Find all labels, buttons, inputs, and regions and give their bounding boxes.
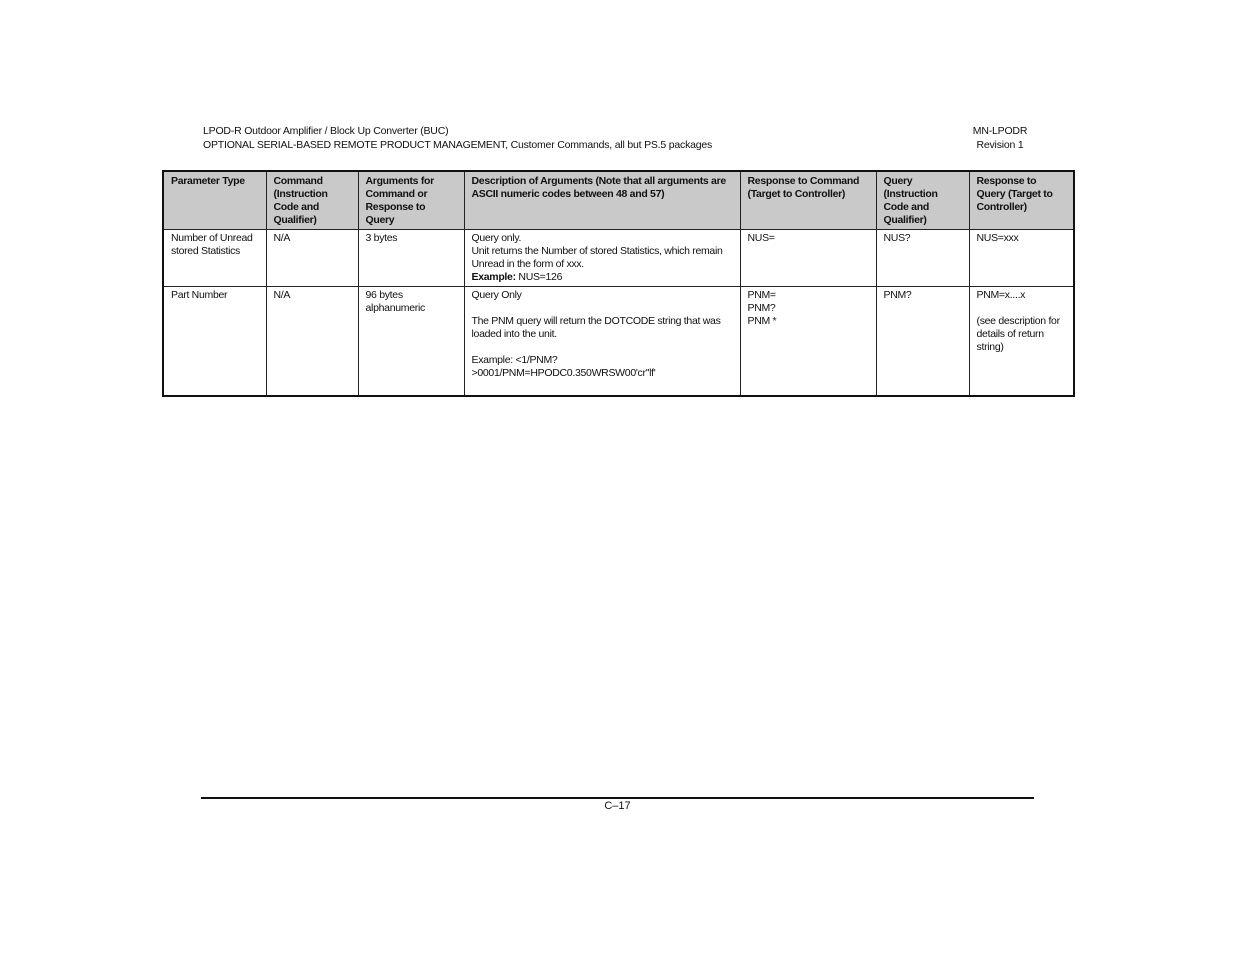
example-label: Example: [471,271,516,283]
cell-response-to-query: NUS=xxx [969,230,1074,287]
cell-parameter-type: Number of Unread stored Statistics [163,230,266,287]
page-number: C–17 [604,800,631,812]
description-line: The PNM query will return the DOTCODE string that was loaded into the unit. [471,315,721,340]
description-example: Example: <1/PNM? [471,354,558,366]
document-id-block [940,124,1060,152]
cell-arguments: 96 bytes alphanumeric [358,287,464,397]
document-title: LPOD-R Outdoor Amplifier / Block Up Converter (BUC) [203,125,449,137]
response-line: PNM= [747,289,776,301]
revision-label: Revision 1 [976,139,1024,151]
page-header [203,124,712,152]
description-example [472,271,733,284]
cell-query: PNM? [876,287,969,397]
cell-command: N/A [266,230,358,287]
command-table [162,170,1075,397]
description-line: Query Only [471,289,522,301]
column-header-command: Command (Instruction Code and Qualifier) [266,171,358,230]
section-title: OPTIONAL SERIAL-BASED REMOTE PRODUCT MANAGEMENT, Customer Commands, all but PS.5 packages [203,139,713,151]
description-example: >0001/PNM=HPODC0.350WRSW00'cr''lf' [471,367,656,379]
column-header-parameter-type: Parameter Type [163,171,266,230]
example-value: NUS=126 [515,271,563,283]
cell-description [464,230,740,287]
column-header-response-to-command: Response to Command (Target to Controller) [740,171,876,230]
column-header-response-to-query: Response to Query (Target to Controller) [969,171,1074,230]
cell-response-to-query [969,287,1074,397]
cell-command: N/A [266,287,358,397]
response-line: PNM * [747,315,777,327]
column-header-description: Description of Arguments (Note that all arguments are ASCII numeric codes between 48 and 57) [464,171,740,230]
column-header-arguments: Arguments for Command or Response to Query [358,171,464,230]
table-header-row [163,171,1074,230]
cell-parameter-type: Part Number [163,287,266,397]
description-line: Unit returns the Number of stored Statistics, which remain Unread in the form of xxx. [471,245,723,270]
response-line: PNM=x....x [976,289,1026,301]
cell-response-to-command: NUS= [740,230,876,287]
cell-description [464,287,740,397]
table-row [163,287,1074,397]
footer-divider [201,797,1034,799]
column-header-query: Query (Instruction Code and Qualifier) [876,171,969,230]
document-id: MN-LPODR [972,125,1028,137]
cell-query: NUS? [876,230,969,287]
cell-response-to-command [740,287,876,397]
response-note: (see description for details of return string) [976,315,1060,353]
table-row [163,230,1074,287]
description-line: Query only. [471,232,522,244]
cell-arguments: 3 bytes [358,230,464,287]
response-line: PNM? [747,302,776,314]
